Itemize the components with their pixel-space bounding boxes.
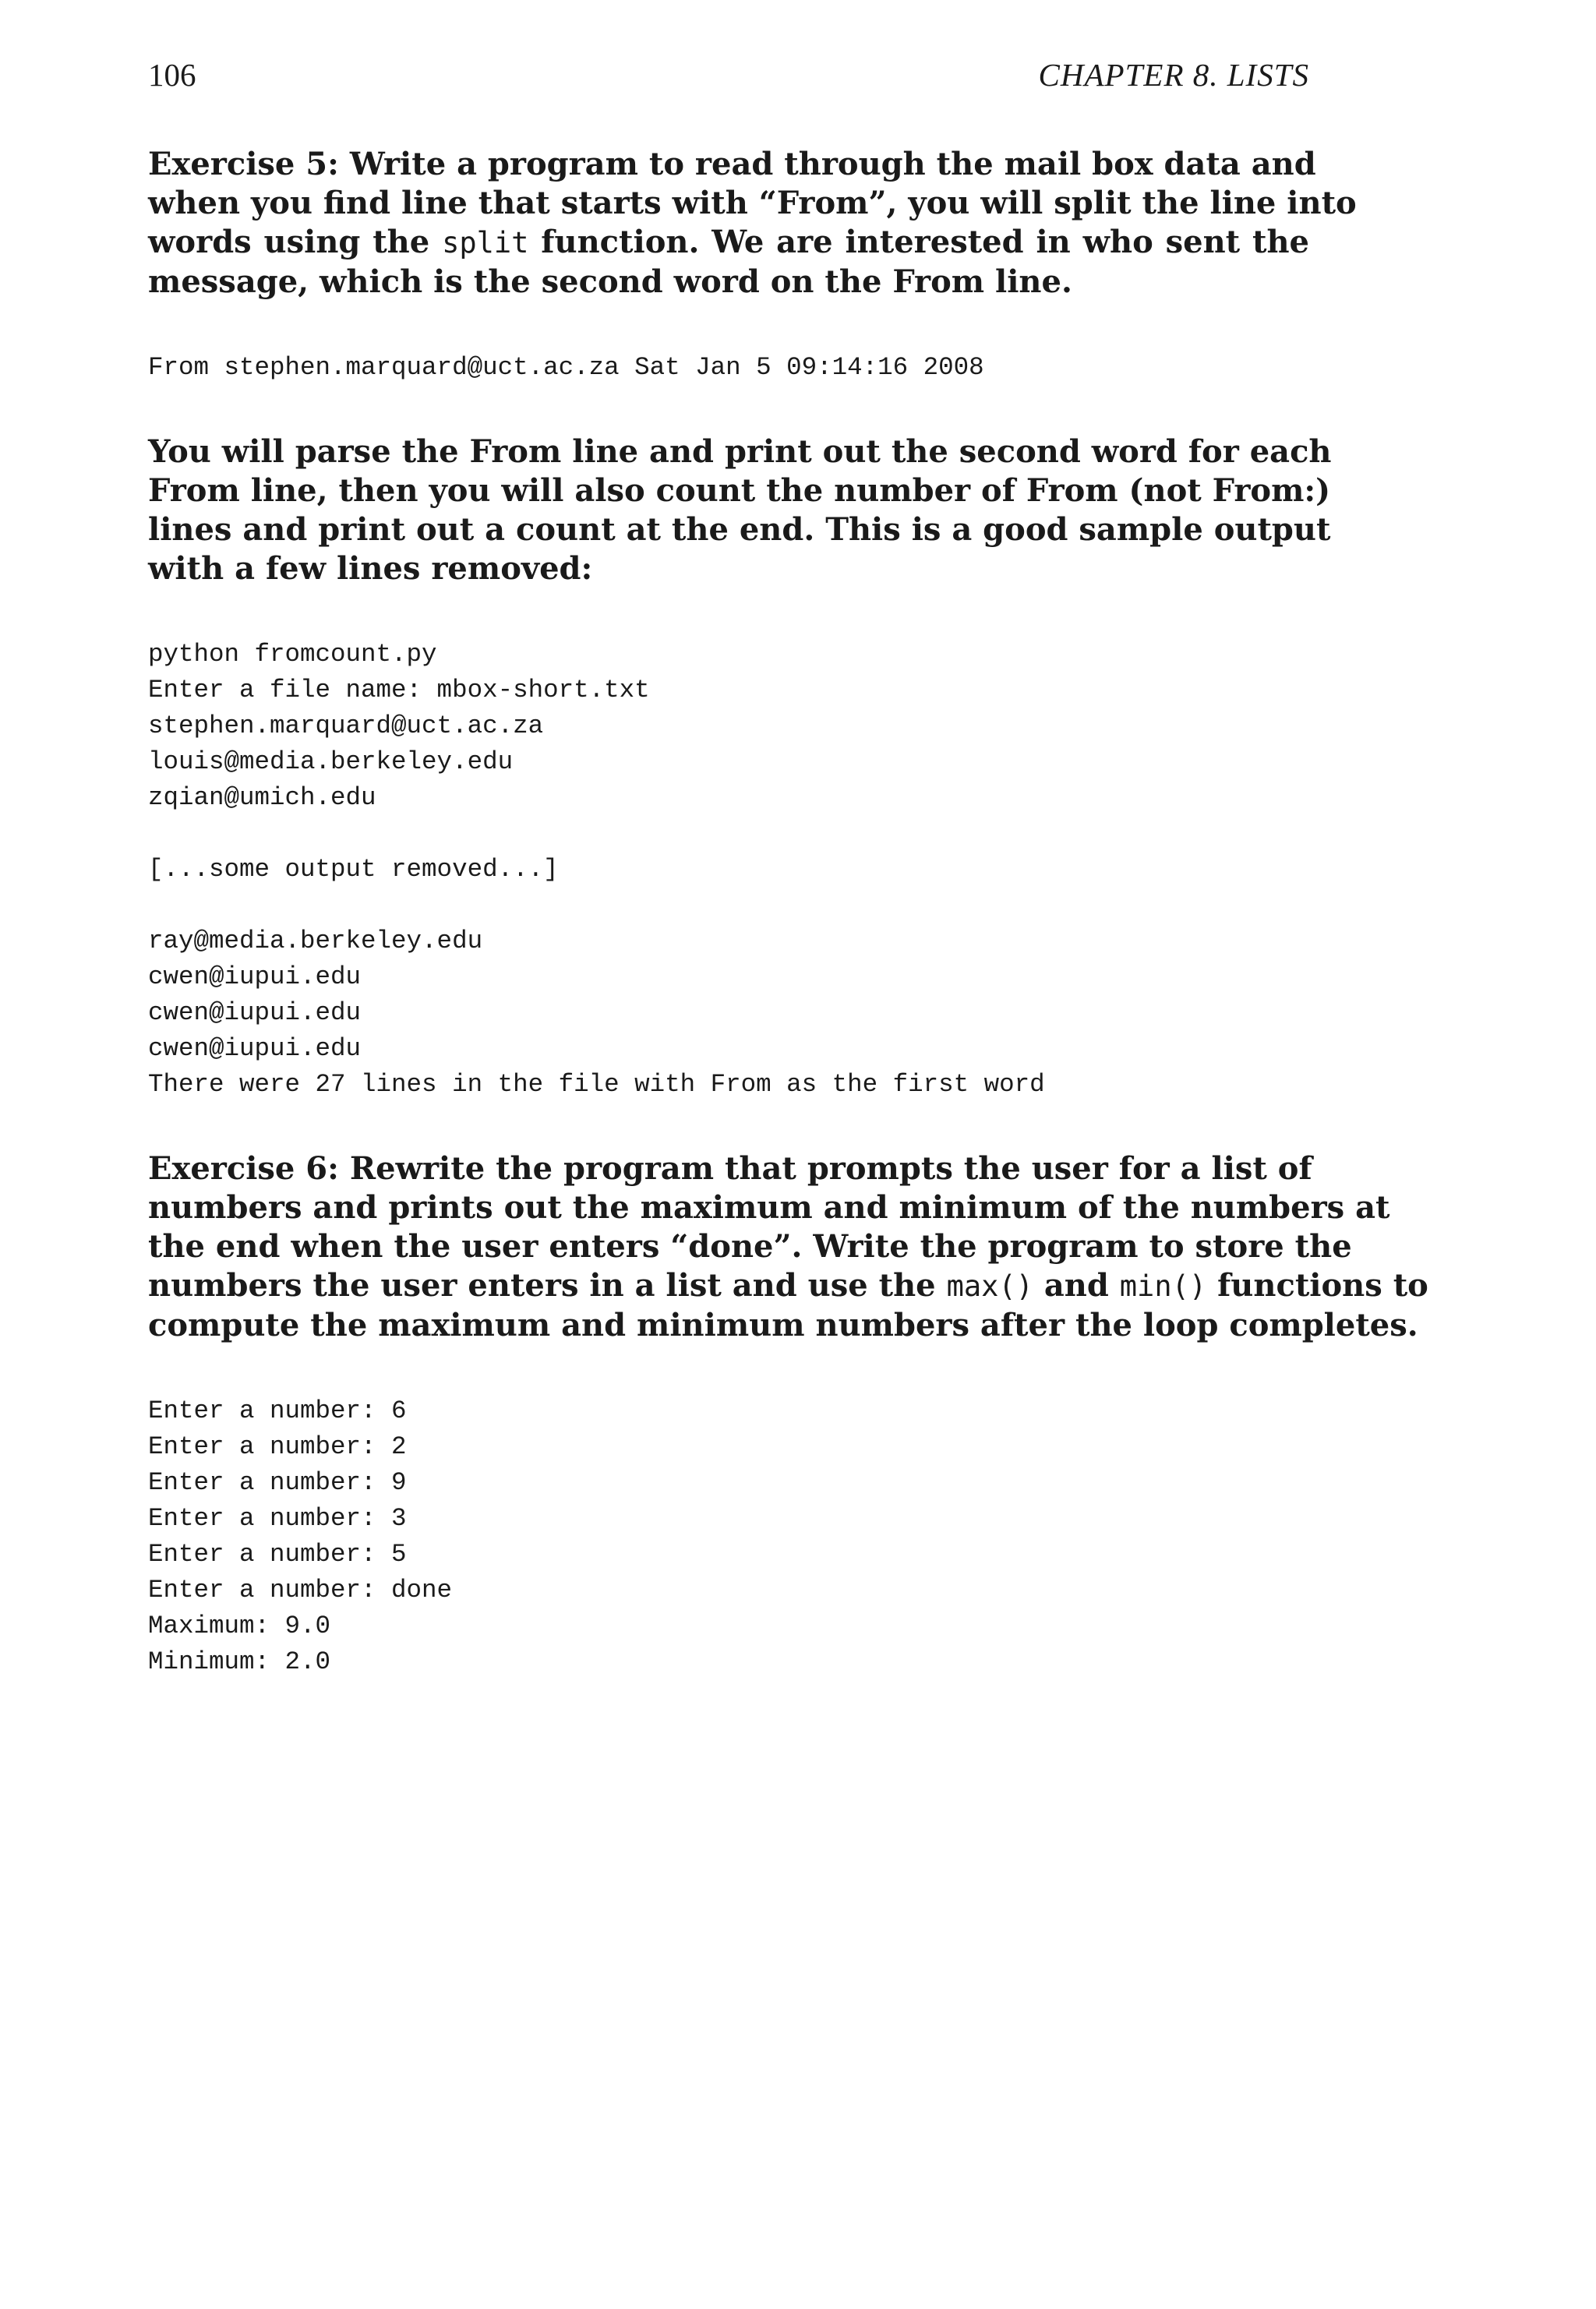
exercise-5-line-3 bbox=[148, 223, 1309, 263]
inline-code-min: min() bbox=[1119, 1269, 1207, 1303]
output-block-c: ray@media.berkeley.edu cwen@iupui.edu cwen@iupui.edu cwen@iupui.edu There were 27 lines in the file with From as the first word bbox=[148, 927, 1045, 1099]
inline-code-max: max() bbox=[946, 1269, 1033, 1303]
exercise-6-line-4-mid: and bbox=[1033, 1267, 1120, 1304]
exercise-6-line-5: compute the maximum and minimum numbers after the loop completes. bbox=[148, 1307, 1418, 1343]
page-header bbox=[148, 55, 1309, 95]
parse-line-1: You will parse the From line and print out the second word for each bbox=[148, 433, 1332, 470]
exercise-6-line-4-start: numbers the user enters in a list and use the bbox=[148, 1267, 947, 1304]
inline-code-split: split bbox=[442, 226, 529, 259]
chapter-title: CHAPTER 8. LISTS bbox=[1038, 57, 1309, 93]
exercise-6-line-2: numbers and prints out the maximum and minimum of the numbers at bbox=[148, 1189, 1390, 1226]
exercise-5-line-3-start: words using the bbox=[148, 224, 443, 260]
parse-line-2: From line, then you will also count the number of From (not From:) bbox=[148, 472, 1331, 509]
exercise-6-line-4 bbox=[148, 1266, 1428, 1306]
output-block-blank-2 bbox=[148, 888, 1309, 923]
output-block-blank-1 bbox=[148, 816, 1309, 852]
exercise-5-line-3-end: function. We are interested in who sent the bbox=[528, 224, 1309, 260]
output-block-a: python fromcount.py Enter a file name: mbox-short.txt stephen.marquard@uct.ac.za louis@media.berkeley.edu zqian@umich.edu bbox=[148, 640, 650, 812]
exercise-6-line-4-end: functions to bbox=[1206, 1267, 1428, 1304]
book-page bbox=[148, 55, 1428, 1680]
output-removed-note: [...some output removed...] bbox=[148, 855, 559, 884]
parse-line-3: lines and print out a count at the end. This is a good sample output bbox=[148, 511, 1331, 548]
code-sample-numbers: Enter a number: 6 Enter a number: 2 Enter a number: 9 Enter a number: 3 Enter a number: 5 Enter a number: done Maximum: 9.0 Minimum: 2.0 bbox=[148, 1396, 453, 1676]
exercise-6-text bbox=[148, 1149, 1428, 1345]
code-sample-from-line: From stephen.marquard@uct.ac.za Sat Jan 5 09:14:16 2008 bbox=[148, 353, 984, 382]
parse-line-4: with a few lines removed: bbox=[148, 550, 593, 587]
exercise-5-line-4: message, which is the second word on the From line. bbox=[148, 263, 1072, 300]
exercise-5-line-2: when you find line that starts with “From”, you will split the line into bbox=[148, 185, 1357, 221]
exercise-6-line-1: Exercise 6: Rewrite the program that prompts the user for a list of bbox=[148, 1150, 1312, 1187]
parse-instructions-text bbox=[148, 432, 1332, 588]
code-sample-output bbox=[148, 637, 1309, 1103]
page-number: 106 bbox=[148, 57, 196, 93]
exercise-5-text bbox=[148, 145, 1357, 302]
exercise-6-line-3: the end when the user enters “done”. Write the program to store the bbox=[148, 1228, 1352, 1265]
exercise-5-line-1: Exercise 5: Write a program to read through the mail box data and bbox=[148, 146, 1316, 182]
